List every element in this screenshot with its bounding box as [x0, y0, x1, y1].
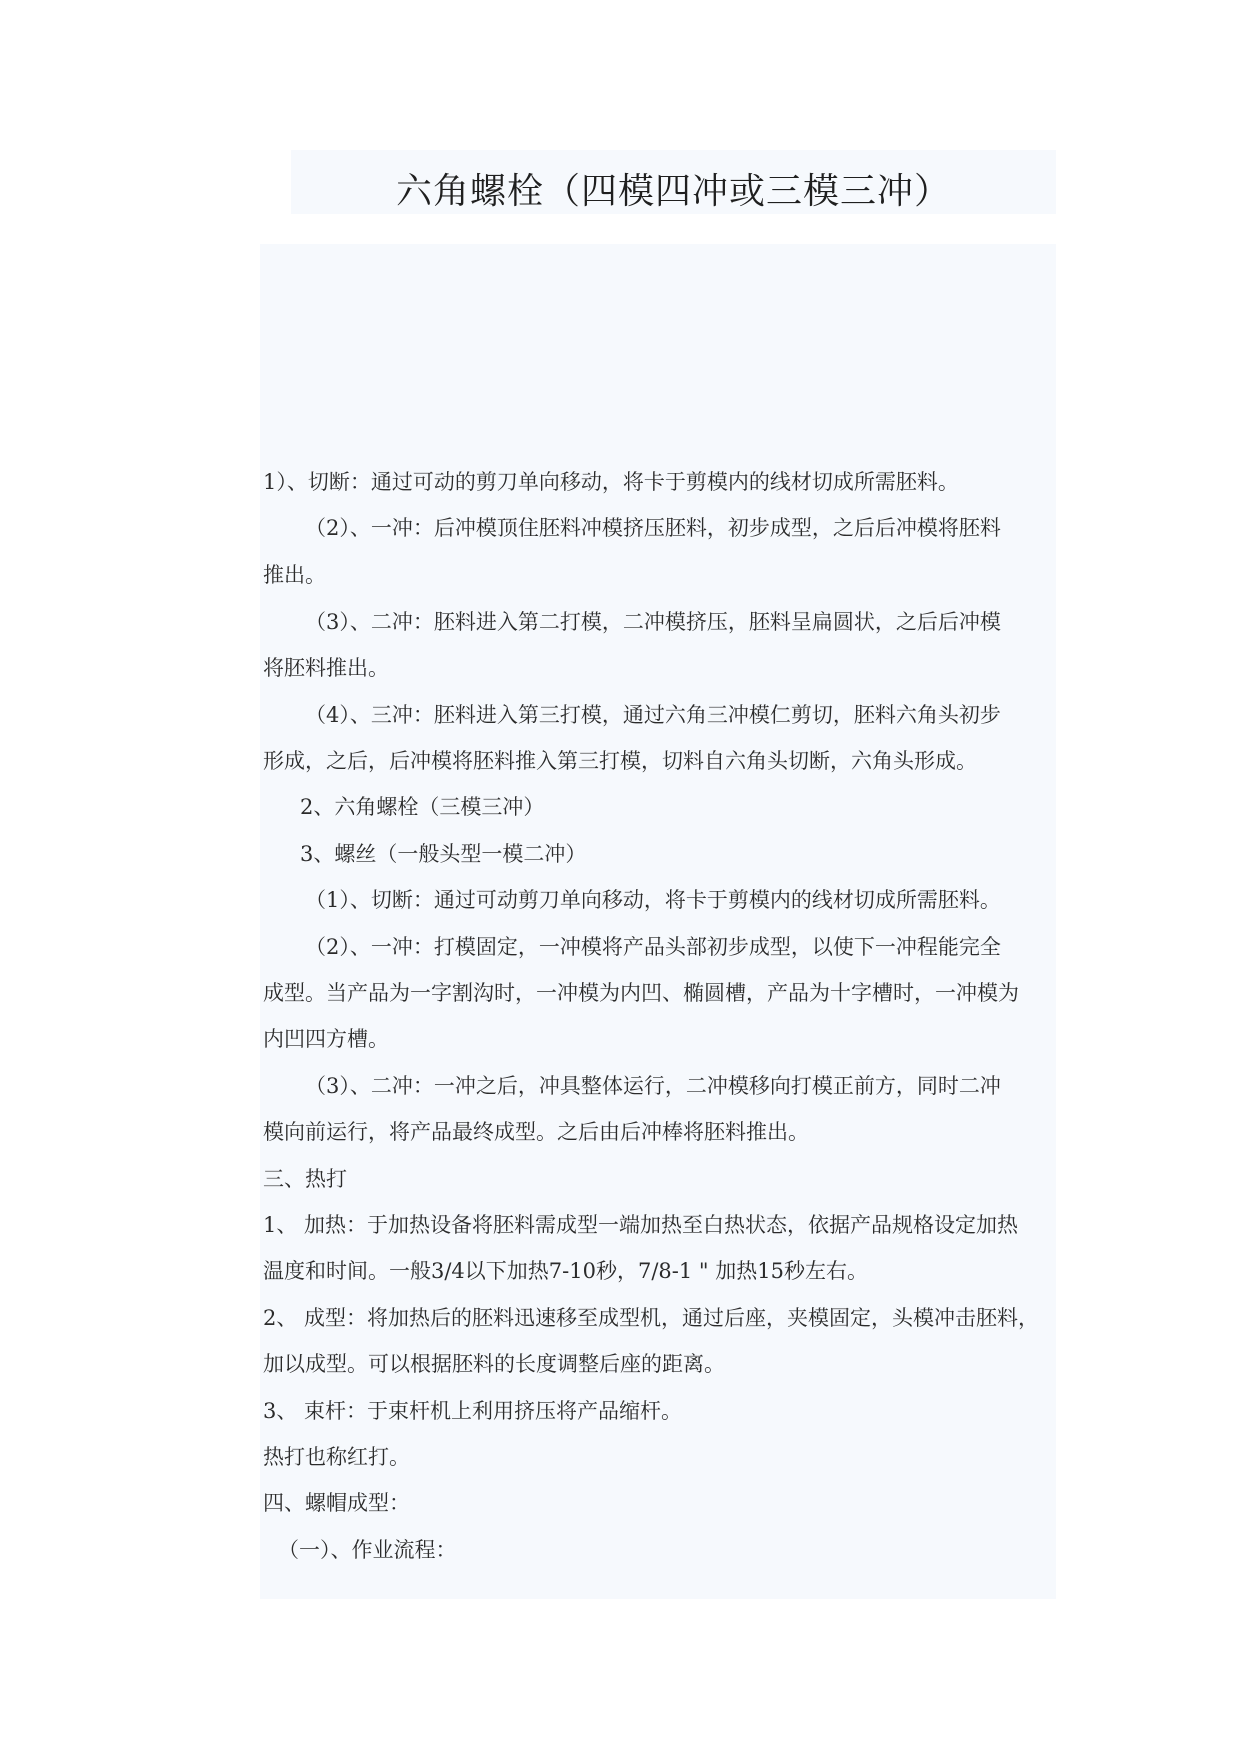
section-heading: 四、螺帽成型：: [263, 1491, 410, 1515]
document-title: 六角螺栓（四模四冲或三模三冲）: [395, 171, 951, 212]
paragraph-line: （4）、三冲：胚料进入第三打模，通过六角三冲模仁剪切，胚料六角头初步: [305, 703, 1001, 727]
paragraph-line: 热打也称红打。: [263, 1445, 410, 1469]
paragraph-line: 形成，之后，后冲模将胚料推入第三打模，切料自六角头切断，六角头形成。: [263, 749, 977, 773]
paragraph-line: 3、螺丝（一般头型一模二冲）: [300, 842, 587, 866]
paragraph-line: 模向前运行，将产品最终成型。之后由后冲棒将胚料推出。: [263, 1120, 809, 1144]
paragraph-line: 加以成型。可以根据胚料的长度调整后座的距离。: [263, 1352, 725, 1376]
section-heading: 三、热打: [263, 1167, 347, 1191]
paragraph-line: （3）、二冲：胚料进入第二打模，二冲模挤压，胚料呈扁圆状，之后后冲模: [305, 610, 1001, 634]
paragraph-line: 3、 束杆：于束杆机上利用挤压将产品缩杆。: [263, 1399, 683, 1423]
subsection-heading: （一）、作业流程：: [278, 1538, 457, 1562]
paragraph-line: 温度和时间。一般3/4以下加热7-10秒，7/8-1 " 加热15秒左右。: [263, 1259, 868, 1283]
paragraph-line: 1）、切断：通过可动的剪刀单向移动，将卡于剪模内的线材切成所需胚料。: [263, 470, 959, 494]
paragraph-line: （1）、切断：通过可动剪刀单向移动，将卡于剪模内的线材切成所需胚料。: [305, 888, 1001, 912]
paragraph-line: 推出。: [263, 563, 326, 587]
paragraph-line: （2）、一冲：后冲模顶住胚料冲模挤压胚料，初步成型，之后后冲模将胚料: [305, 516, 1001, 540]
paragraph-line: 成型。当产品为一字割沟时，一冲模为内凹、椭圆槽，产品为十字槽时，一冲模为: [263, 981, 1019, 1005]
paragraph-line: 将胚料推出。: [263, 656, 389, 680]
paragraph-line: （3）、二冲：一冲之后，冲具整体运行，二冲模移向打模正前方，同时二冲: [305, 1074, 1001, 1098]
paragraph-line: （2）、一冲：打模固定，一冲模将产品头部初步成型，以使下一冲程能完全: [305, 935, 1001, 959]
paragraph-line: 1、 加热：于加热设备将胚料需成型一端加热至白热状态，依据产品规格设定加热: [263, 1213, 1019, 1237]
paragraph-line: 2、 成型：将加热后的胚料迅速移至成型机，通过后座，夹模固定，头模冲击胚料，: [263, 1306, 1040, 1330]
paragraph-line: 2、六角螺栓（三模三冲）: [300, 795, 545, 819]
paragraph-line: 内凹四方槽。: [263, 1027, 389, 1051]
